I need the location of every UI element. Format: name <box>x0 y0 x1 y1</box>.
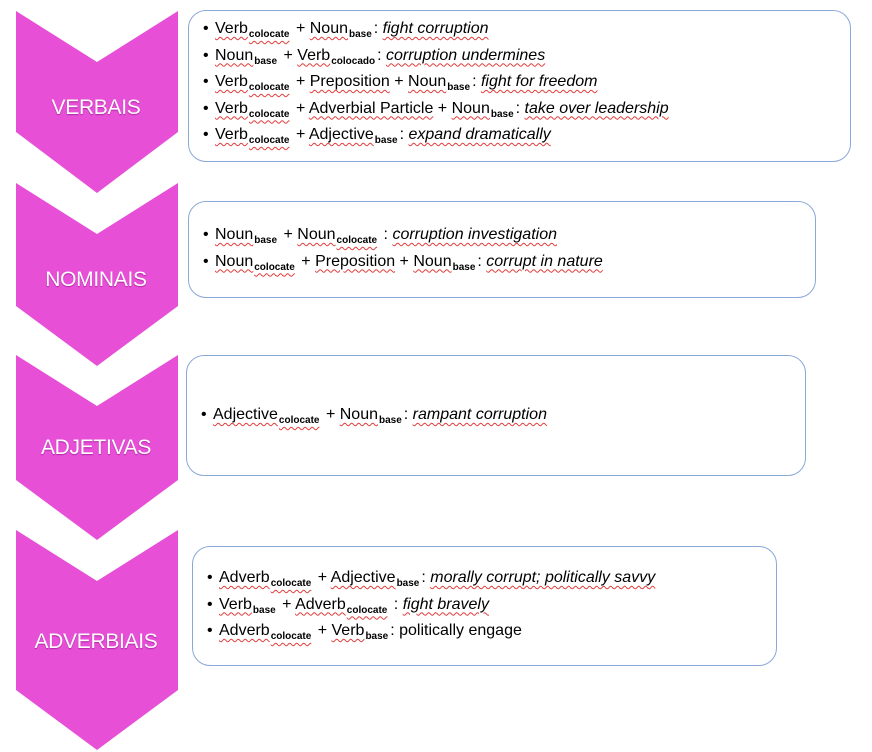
pattern-text: : <box>377 46 386 64</box>
pattern-text: + <box>279 226 298 243</box>
chevron-label-nominais: NOMINAIS <box>45 268 147 291</box>
pattern-subscript: base <box>254 55 278 67</box>
pattern-list-adjetivas <box>201 403 805 430</box>
pattern-text: : <box>477 252 487 270</box>
pattern-subscript: base <box>254 235 278 246</box>
pattern-item <box>203 223 815 250</box>
pattern-example: rampant corruption <box>412 406 547 423</box>
pattern-text: + <box>291 20 310 37</box>
pattern-text: Adjective <box>308 126 374 143</box>
pattern-text: + <box>291 73 310 90</box>
pattern-text: Verb <box>297 46 331 64</box>
pattern-text: Preposition <box>315 252 396 270</box>
pattern-item <box>203 97 850 124</box>
pattern-text: Verb <box>331 622 365 639</box>
bullet-icon: • <box>203 99 209 117</box>
pattern-text: Verb <box>215 20 248 37</box>
pattern-text: Verb <box>219 595 252 613</box>
pattern-text: + <box>321 406 340 423</box>
bullet-icon: • <box>203 73 209 90</box>
pattern-subscript: base <box>452 261 476 273</box>
pattern-example: corruption investigation <box>392 226 557 243</box>
pattern-text: + <box>313 622 332 639</box>
pattern-text: Adverb <box>219 622 270 639</box>
pattern-subscript: colocate <box>336 235 378 246</box>
pattern-text: : <box>373 20 383 37</box>
pattern-subscript: base <box>365 631 389 642</box>
bullet-icon: • <box>201 406 207 423</box>
box-adverbiais <box>192 546 777 666</box>
pattern-text: + <box>395 252 414 270</box>
pattern-text: + <box>277 595 296 613</box>
pattern-item <box>207 619 776 646</box>
pattern-text: Verb <box>215 99 248 117</box>
pattern-text: : <box>403 406 413 423</box>
box-adjetivas <box>186 355 806 476</box>
pattern-text: Noun <box>408 73 447 90</box>
pattern-text: Adverb <box>295 595 346 613</box>
pattern-text: Adjective <box>213 406 278 423</box>
pattern-example: take over leadership <box>524 99 669 117</box>
pattern-text: + <box>389 73 409 90</box>
pattern-text: Noun <box>413 252 452 270</box>
pattern-text: Noun <box>339 406 378 423</box>
box-nominais <box>188 201 816 298</box>
bullet-icon: • <box>207 595 213 613</box>
pattern-text: Adjective <box>330 569 396 586</box>
pattern-subscript: base <box>374 135 398 146</box>
pattern-subscript: base <box>396 578 420 589</box>
pattern-text: + <box>279 46 298 64</box>
pattern-text: Noun <box>309 20 348 37</box>
pattern-item <box>203 17 850 44</box>
bullet-icon: • <box>203 252 209 270</box>
pattern-text: politically engage <box>399 622 522 639</box>
pattern-subscript: base <box>447 82 471 93</box>
pattern-text: Verb <box>215 73 248 90</box>
pattern-item <box>203 70 850 97</box>
pattern-text: + <box>291 99 309 117</box>
pattern-example: corruption undermines <box>386 46 546 64</box>
pattern-item <box>207 566 776 593</box>
pattern-item <box>201 403 805 430</box>
pattern-text: : <box>399 126 409 143</box>
pattern-list-adverbiais <box>207 566 776 646</box>
pattern-item <box>203 250 815 277</box>
pattern-subscript: colocate <box>254 261 295 273</box>
bullet-icon: • <box>203 226 209 243</box>
pattern-subscript: base <box>348 29 372 40</box>
pattern-subscript: colocate <box>278 415 320 426</box>
pattern-example: fight corruption <box>382 20 489 37</box>
box-verbais <box>188 10 851 162</box>
pattern-text: + <box>296 252 316 270</box>
pattern-subscript: colocate <box>270 631 312 642</box>
pattern-item <box>207 593 776 620</box>
pattern-text: : <box>379 226 393 243</box>
pattern-text: Adverbial Particle <box>308 99 434 117</box>
pattern-text: Preposition <box>309 73 390 90</box>
pattern-text: + <box>433 99 452 117</box>
bullet-icon: • <box>203 126 209 143</box>
pattern-subscript: base <box>378 415 402 426</box>
pattern-text: Noun <box>215 252 254 270</box>
pattern-subscript: base <box>490 108 514 120</box>
pattern-example: corrupt in nature <box>486 252 603 270</box>
pattern-subscript: colocate <box>248 135 290 146</box>
bullet-icon: • <box>203 46 209 64</box>
pattern-text: + <box>291 126 309 143</box>
pattern-subscript: colocate <box>270 578 312 589</box>
bullet-icon: • <box>207 569 213 586</box>
pattern-text: + <box>313 569 331 586</box>
pattern-text: Noun <box>297 226 336 243</box>
chevron-label-adverbiais: ADVERBIAIS <box>34 630 158 653</box>
pattern-text: : <box>421 569 431 586</box>
pattern-text: Verb <box>215 126 248 143</box>
bullet-icon: • <box>207 622 213 639</box>
pattern-subscript: colocate <box>248 82 290 93</box>
pattern-example: expand dramatically <box>408 126 551 143</box>
pattern-text: : <box>389 595 403 613</box>
pattern-subscript: colocate <box>248 29 290 40</box>
pattern-text: Noun <box>215 46 254 64</box>
pattern-text: : <box>515 99 525 117</box>
pattern-subscript: colocate <box>248 108 290 120</box>
pattern-text: : <box>390 622 400 639</box>
pattern-subscript: colocado <box>331 55 376 67</box>
pattern-text: Noun <box>215 226 254 243</box>
pattern-text: Adverb <box>219 569 270 586</box>
pattern-list-nominais <box>203 223 815 276</box>
pattern-example: fight for freedom <box>480 73 598 90</box>
pattern-item <box>203 123 850 150</box>
pattern-example: morally corrupt; politically savvy <box>430 569 656 586</box>
pattern-subscript: colocate <box>346 604 388 616</box>
pattern-list-verbais <box>203 17 850 150</box>
pattern-text: : <box>472 73 481 90</box>
chevron-label-adjetivas: ADJETIVAS <box>40 436 152 459</box>
pattern-subscript: base <box>252 604 276 616</box>
bullet-icon: • <box>203 20 209 37</box>
pattern-example: fight bravely <box>402 595 489 613</box>
pattern-text: Noun <box>451 99 490 117</box>
chevron-label-verbais: VERBAIS <box>51 96 141 119</box>
pattern-item <box>203 44 850 71</box>
